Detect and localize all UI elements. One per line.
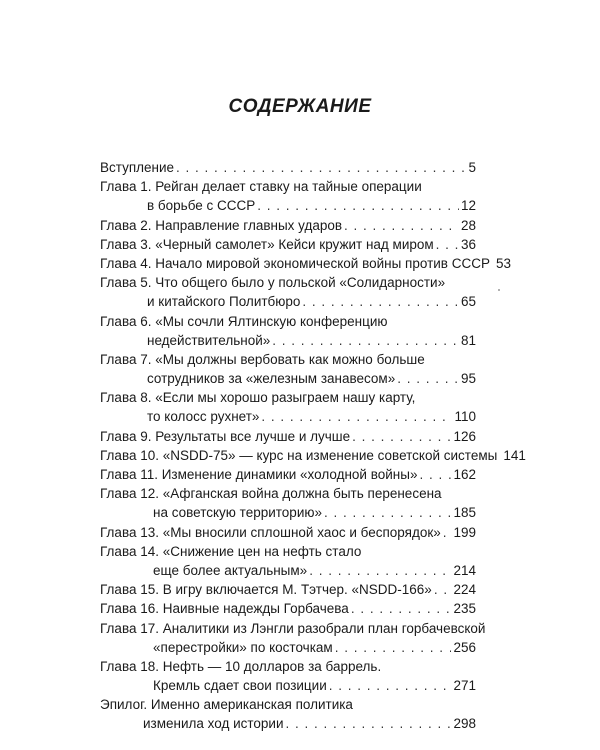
toc-line — [100, 331, 476, 350]
toc-line — [100, 312, 476, 331]
dot-leader — [324, 503, 451, 522]
toc-entry-title: то колосс рухнет» — [147, 409, 260, 425]
toc-line — [100, 254, 512, 273]
dot-leader — [351, 599, 452, 618]
toc-entry-title: Глава 4. Начало мировой экономической войны против СССР — [100, 255, 490, 271]
toc-line — [100, 523, 476, 542]
toc-entry[interactable] — [100, 599, 476, 618]
toc-entry[interactable] — [100, 216, 476, 235]
toc-entry-title: и китайского Политбюро — [147, 294, 301, 310]
dot-leader — [302, 292, 459, 311]
page-number: 271 — [453, 678, 476, 694]
dot-leader — [309, 561, 451, 580]
toc-line — [100, 599, 476, 618]
page-number: 53 — [495, 255, 512, 271]
page-number: 235 — [453, 601, 476, 617]
dot-leader — [329, 676, 452, 695]
toc-entry-title: Глава 7. «Мы должны вербовать как можно больше — [100, 351, 425, 367]
toc-entry-title: Глава 11. Изменение динамики «холодной войны» — [100, 467, 418, 482]
toc-line — [100, 465, 476, 484]
toc-line — [100, 273, 476, 292]
page-number: 12 — [460, 198, 476, 214]
toc-entry-title: Кремль сдает свои позиции — [153, 678, 327, 694]
scan-speck — [498, 289, 500, 291]
toc-entry[interactable] — [100, 619, 486, 657]
toc-entry-title: Глава 5. Что общего было у польской «Солидарности» — [100, 275, 446, 291]
dot-leader — [419, 465, 451, 484]
page-number: 81 — [460, 332, 476, 348]
dot-leader — [257, 196, 459, 215]
toc-entry-title: изменила ход истории — [143, 716, 284, 732]
toc-entry-title: в борьбе с СССР — [147, 198, 256, 214]
page-number: 28 — [460, 217, 476, 233]
toc-line — [100, 580, 476, 599]
dot-leader — [272, 331, 459, 350]
toc-entry[interactable] — [100, 446, 526, 465]
toc-line — [100, 292, 476, 311]
toc-entry-title: сотрудников за «железным занавесом» — [147, 371, 396, 387]
page-number: 162 — [453, 467, 476, 482]
dot-leader — [261, 407, 452, 426]
toc-line — [100, 484, 476, 503]
toc-line — [100, 350, 476, 369]
page-number: 256 — [453, 639, 476, 655]
toc-line — [100, 369, 476, 388]
dot-leader — [344, 216, 459, 235]
toc-line — [100, 235, 476, 254]
toc-line — [100, 177, 476, 196]
toc-entry-title: Глава 9. Результаты все лучше и лучше — [100, 428, 351, 444]
toc-entry[interactable] — [100, 465, 476, 484]
toc-line — [100, 714, 476, 733]
page-number: 185 — [453, 505, 476, 521]
dot-leader — [436, 235, 459, 254]
toc-entry-title: Глава 1. Рейган делает ставку на тайные операции — [100, 179, 422, 195]
toc-entry-title: Глава 2. Направление главных ударов — [100, 217, 343, 233]
page-number: 141 — [503, 447, 526, 463]
toc-entry-title: «перестройки» по косточкам — [153, 639, 333, 655]
toc-line — [100, 676, 476, 695]
toc-entry-title: на советскую территорию» — [153, 505, 322, 521]
toc-line — [100, 388, 476, 407]
toc-entry-title: Глава 10. «NSDD-75» — курс на изменение советской системы — [100, 447, 498, 463]
toc-line — [100, 446, 526, 465]
toc-entry-title: еще более актуальным» — [153, 562, 308, 578]
toc-entry[interactable] — [100, 657, 476, 695]
toc-entry-title: Глава 18. Нефть — 10 долларов за баррель. — [100, 658, 382, 674]
page-title: СОДЕРЖАНИЕ — [228, 96, 372, 117]
toc-line — [100, 657, 476, 676]
toc-line — [100, 407, 476, 426]
dot-leader — [397, 369, 459, 388]
toc-line — [100, 196, 476, 215]
dot-leader — [443, 523, 452, 542]
page-number: 224 — [453, 582, 476, 598]
toc-entry[interactable] — [100, 580, 476, 599]
toc-entry[interactable] — [100, 388, 476, 426]
toc-line — [100, 427, 476, 446]
toc-line — [100, 216, 476, 235]
page-number: 65 — [460, 294, 476, 310]
toc-entry-title: Глава 3. «Черный самолет» Кейси кружит над миром — [100, 236, 434, 252]
table-of-contents — [100, 158, 526, 734]
toc-entry[interactable] — [100, 254, 512, 273]
dot-leader — [352, 427, 451, 446]
page-number: 110 — [454, 409, 476, 425]
toc-entry[interactable] — [100, 273, 476, 311]
toc-line — [100, 158, 476, 177]
toc-entry-title: Вступление — [100, 160, 175, 175]
toc-entry-title: недействительной» — [147, 332, 271, 348]
toc-entry-title: Глава 13. «Мы вносили сплошной хаос и беспорядок» — [100, 524, 441, 540]
toc-entry-title: Глава 15. В игру включается М. Тэтчер. «NSDD-166» — [100, 582, 432, 598]
toc-entry[interactable] — [100, 542, 476, 580]
toc-line — [100, 619, 486, 638]
toc-entry[interactable] — [100, 235, 476, 254]
toc-line — [100, 638, 476, 657]
toc-entry[interactable] — [100, 158, 476, 177]
toc-entry[interactable] — [100, 177, 476, 215]
toc-entry-title: Глава 14. «Снижение цен на нефть стало — [100, 543, 362, 559]
toc-entry-title: Глава 8. «Если мы хорошо разыграем нашу карту, — [100, 390, 416, 406]
toc-entry-title: Эпилог. Именно американская политика — [100, 697, 353, 713]
page-number: 5 — [468, 160, 476, 175]
toc-entry[interactable] — [100, 312, 476, 350]
dot-leader — [335, 638, 452, 657]
toc-line — [100, 695, 476, 714]
toc-line — [100, 503, 476, 522]
page-number: 36 — [460, 236, 476, 252]
toc-entry[interactable] — [100, 523, 476, 542]
dot-leader — [176, 158, 466, 177]
page-number: 95 — [460, 371, 476, 387]
dot-leader — [434, 580, 452, 599]
toc-entry-title: Глава 12. «Афганская война должна быть перенесена — [100, 486, 442, 502]
toc-entry-title: Глава 17. Аналитики из Лэнгли разобрали план горбачевской — [100, 620, 486, 636]
toc-entry[interactable] — [100, 427, 476, 446]
page-number: 126 — [453, 428, 476, 444]
toc-entry[interactable] — [100, 695, 476, 733]
toc-line — [100, 542, 476, 561]
toc-entry-title: Глава 6. «Мы сочли Ялтинскую конференцию — [100, 313, 388, 329]
toc-entry[interactable] — [100, 350, 476, 388]
page-number: 214 — [453, 562, 476, 578]
page-number: 199 — [453, 524, 476, 540]
page-number: 298 — [453, 716, 476, 732]
toc-entry[interactable] — [100, 484, 476, 522]
dot-leader — [286, 714, 452, 733]
toc-entry-title: Глава 16. Наивные надежды Горбачева — [100, 601, 349, 617]
toc-line — [100, 561, 476, 580]
